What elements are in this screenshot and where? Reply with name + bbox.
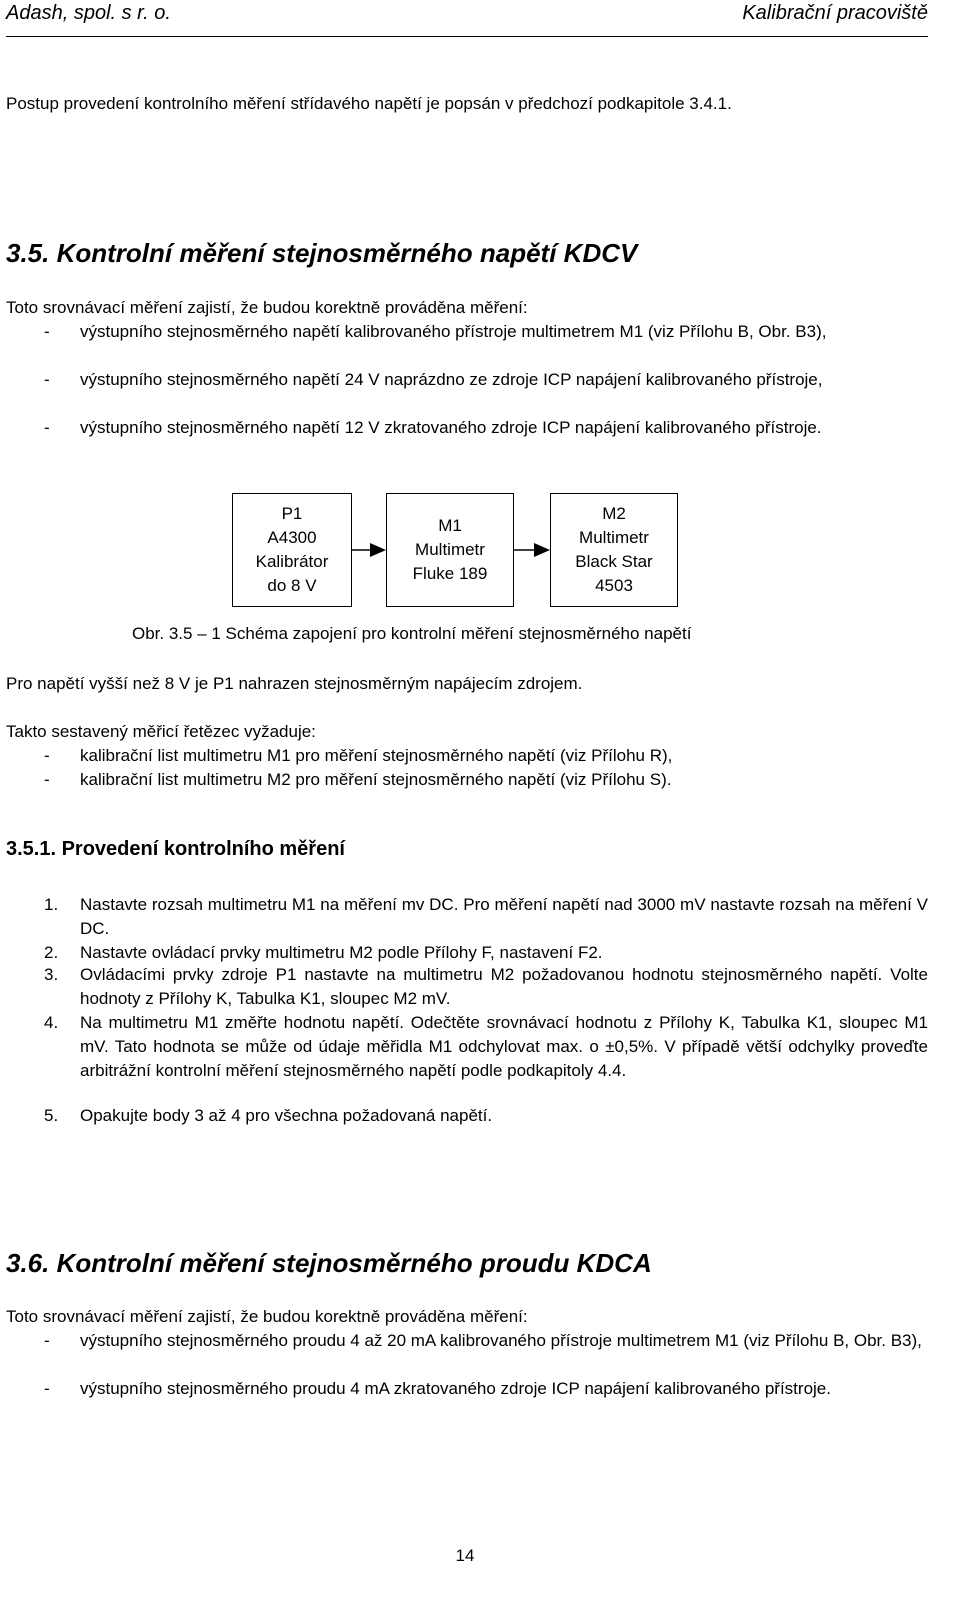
bullet-text: kalibrační list multimetru M1 pro měření stejnosměrného napětí (viz Přílohu R), bbox=[80, 746, 673, 765]
chain-lead: Takto sestavený měřicí řetězec vyžaduje: bbox=[6, 722, 316, 741]
page-number: 14 bbox=[455, 1546, 475, 1565]
subsection-3-5-1-title: 3.5.1. Provedení kontrolního měření bbox=[6, 838, 345, 860]
bullet-dash: - bbox=[44, 770, 50, 789]
list-item bbox=[0, 744, 960, 768]
box-line: 4503 bbox=[595, 576, 633, 595]
step-text: Nastavte ovládací prvky multimetru M2 podle Přílohy F, nastavení F2. bbox=[80, 943, 603, 962]
list-item bbox=[0, 1104, 960, 1128]
list-item bbox=[0, 963, 960, 1011]
bullet-text: výstupního stejnosměrného proudu 4 až 20 mA kalibrovaného přístroje multimetrem M1 (viz Přílohu B, Obr. B3), bbox=[80, 1331, 922, 1350]
arrow-right-icon bbox=[352, 538, 386, 562]
section-3-5-lead: Toto srovnávací měření zajistí, že budou korektně prováděna měření: bbox=[6, 298, 528, 317]
header-divider bbox=[6, 36, 928, 37]
step-number: 5. bbox=[44, 1106, 59, 1125]
box-line: M2 bbox=[602, 504, 626, 523]
list-item bbox=[0, 941, 960, 965]
section-3-5-title: 3.5. Kontrolní měření stejnosměrného napětí KDCV bbox=[6, 238, 638, 268]
note-paragraph: Pro napětí vyšší než 8 V je P1 nahrazen stejnosměrným napájecím zdrojem. bbox=[6, 674, 583, 693]
list-item bbox=[0, 416, 960, 464]
intro-paragraph: Postup provedení kontrolního měření střídavého napětí je popsán v předchozí podkapitole 3.4.1. bbox=[6, 94, 732, 113]
list-item bbox=[0, 1377, 960, 1425]
bullet-text: kalibrační list multimetru M2 pro měření stejnosměrného napětí (viz Přílohu S). bbox=[80, 770, 672, 789]
step-number: 4. bbox=[44, 1013, 59, 1032]
diagram-box-p1 bbox=[232, 493, 352, 607]
step-text: Nastavte rozsah multimetru M1 na měření mv DC. Pro měření napětí nad 3000 mV nastavte rozsah na měření V DC. bbox=[80, 895, 928, 938]
step-text: Opakujte body 3 až 4 pro všechna požadovaná napětí. bbox=[80, 1106, 493, 1125]
diagram-box-m1 bbox=[386, 493, 514, 607]
step-number: 1. bbox=[44, 895, 59, 914]
bullet-dash: - bbox=[44, 418, 50, 437]
bullet-text: výstupního stejnosměrného napětí 24 V naprázdno ze zdroje ICP napájení kalibrovaného přístroje, bbox=[80, 370, 823, 389]
list-item bbox=[0, 893, 960, 941]
box-line: Multimetr bbox=[579, 528, 649, 547]
bullet-dash: - bbox=[44, 1379, 50, 1398]
header-company: Adash, spol. s r. o. bbox=[6, 2, 171, 24]
step-number: 3. bbox=[44, 965, 59, 984]
arrow-right-icon bbox=[514, 538, 550, 562]
box-line: do 8 V bbox=[267, 576, 317, 595]
box-line: P1 bbox=[281, 504, 303, 523]
step-text: Na multimetru M1 změřte hodnotu napětí. Odečtěte srovnávací hodnotu z Přílohy K, Tabulka K1, sloupec M1 mV. Tato hodnota se může od údaje měřidla M1 odchylovat max. o ±0,5%. V případě větší odchylky proveďte arbitrážní kontrolní měření stejnosměrného napětí podle podkapitoly 4.4. bbox=[80, 1013, 928, 1080]
box-line: Fluke 189 bbox=[412, 564, 488, 583]
step-number: 2. bbox=[44, 943, 59, 962]
list-item bbox=[0, 1329, 960, 1377]
bullet-text: výstupního stejnosměrného napětí 12 V zkratovaného zdroje ICP napájení kalibrovaného přístroje. bbox=[80, 418, 822, 437]
step-text: Ovládacími prvky zdroje P1 nastavte na multimetru M2 požadovanou hodnotu stejnosměrného napětí. Volte hodnoty z Přílohy K, Tabulka K1, sloupec M2 mV. bbox=[80, 965, 928, 1008]
list-item bbox=[0, 320, 960, 368]
list-item bbox=[0, 1011, 960, 1107]
bullet-dash: - bbox=[44, 1331, 50, 1350]
bullet-dash: - bbox=[44, 370, 50, 389]
bullet-text: výstupního stejnosměrného napětí kalibrovaného přístroje multimetrem M1 (viz Přílohu B, Obr. B3), bbox=[80, 322, 827, 341]
bullet-dash: - bbox=[44, 746, 50, 765]
list-item bbox=[0, 368, 960, 416]
list-item bbox=[0, 768, 960, 792]
diagram-box-m2 bbox=[550, 493, 678, 607]
bullet-text: výstupního stejnosměrného proudu 4 mA zkratovaného zdroje ICP napájení kalibrovaného přístroje. bbox=[80, 1379, 831, 1398]
figure-caption: Obr. 3.5 – 1 Schéma zapojení pro kontrolní měření stejnosměrného napětí bbox=[132, 624, 692, 643]
bullet-dash: - bbox=[44, 322, 50, 341]
box-line: Kalibrátor bbox=[255, 552, 329, 571]
box-line: Black Star bbox=[575, 552, 653, 571]
section-3-6-title: 3.6. Kontrolní měření stejnosměrného proudu KDCA bbox=[6, 1248, 652, 1278]
header-section: Kalibrační pracoviště bbox=[742, 2, 928, 24]
box-line: Multimetr bbox=[415, 540, 485, 559]
box-line: A4300 bbox=[267, 528, 317, 547]
box-line: M1 bbox=[438, 516, 462, 535]
section-3-6-lead: Toto srovnávací měření zajistí, že budou korektně prováděna měření: bbox=[6, 1307, 528, 1326]
